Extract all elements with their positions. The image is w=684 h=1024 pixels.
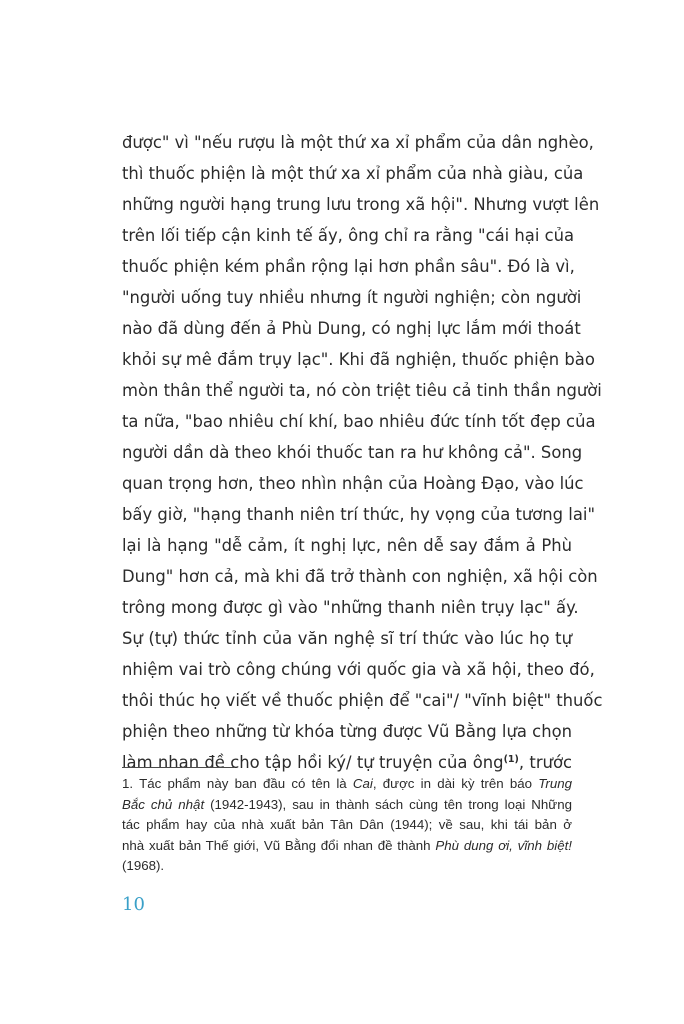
footnote-italic: Bắc chủ nhật [122, 796, 205, 812]
body-text [122, 127, 603, 778]
text-line: mòn thân thể người ta, nó còn triệt tiêu cả tinh thần người [122, 381, 602, 400]
text-line: Dung" hơn cả, mà khi đã trở thành con nghiện, xã hội còn [122, 567, 598, 586]
footnote-italic: Phù dung ơi, vĩnh biệt! [435, 837, 572, 853]
footnote-italic: Trung [538, 776, 572, 791]
footnote-text: (1942-1943), sau in thành sách cùng tên trong loại Những [204, 796, 572, 812]
text-line: bấy giờ, "hạng thanh niên trí thức, hy vọng của tương lai" [122, 505, 595, 524]
text-line: "người uống tuy nhiều nhưng ít người nghiện; còn người [122, 288, 582, 307]
text-line: Sự (tự) thức tỉnh của văn nghệ sĩ trí thức vào lúc họ tự [122, 629, 572, 648]
text-line: thì thuốc phiện là một thứ xa xỉ phẩm của nhà giàu, của [122, 164, 584, 183]
text-line: trên lối tiếp cận kinh tế ấy, ông chỉ ra rằng "cái hại của [122, 226, 575, 245]
page-number: 10 [122, 894, 145, 915]
text-line: quan trọng hơn, theo nhìn nhận của Hoàng Đạo, vào lúc [122, 474, 584, 493]
footnote-text: nhà xuất bản Thế giới, Vũ Bằng đổi nhan đề thành [122, 837, 436, 853]
footnote-line [122, 774, 572, 795]
footnote [122, 774, 572, 877]
footnote-line: (1968). [122, 858, 165, 873]
text-line: lại là hạng "dễ cảm, ít nghị lực, nên dễ say đắm ả Phù [122, 536, 572, 555]
text-line: nào đã dùng đến ả Phù Dung, có nghị lực lắm mới thoát [122, 319, 581, 338]
footnote-line: tác phẩm hay của nhà xuất bản Tân Dân (1944); về sau, khi tái bản ở [122, 817, 572, 832]
footnote-text: , được in dài kỳ trên báo [372, 776, 539, 791]
text-line: thôi thúc họ viết về thuốc phiện để "cai"/ "vĩnh biệt" thuốc [122, 691, 603, 710]
footnote-marker[interactable]: (1) [503, 754, 519, 765]
text-line: người dần dà theo khói thuốc tan ra hư không cả". Song [122, 443, 583, 462]
text-line: trông mong được gì vào "những thanh niên trụy lạc" ấy. [122, 598, 579, 617]
text-line: phiện theo những từ khóa từng được Vũ Bằng lựa chọn [122, 722, 572, 741]
text-line: thuốc phiện kém phần rộng lại hơn phần sâu". Đó là vì, [122, 257, 575, 276]
text-line: khỏi sự mê đắm trụy lạc". Khi đã nghiện, thuốc phiện bào [122, 350, 595, 369]
text-segment: làm nhan đề cho tập hồi ký/ tự truyện của ông [122, 753, 504, 772]
footnote-text: 1. Tác phẩm này ban đầu có tên là [122, 776, 353, 791]
footnote-divider [122, 767, 234, 768]
footnote-line [122, 795, 572, 816]
footnote-line [122, 836, 572, 857]
text-line: ta nữa, "bao nhiêu chí khí, bao nhiêu đức tính tốt đẹp của [122, 412, 596, 431]
text-line: những người hạng trung lưu trong xã hội". Nhưng vượt lên [122, 195, 600, 214]
text-segment: , trước [518, 753, 572, 772]
text-line: được" vì "nếu rượu là một thứ xa xỉ phẩm của dân nghèo, [122, 133, 594, 152]
text-line: nhiệm vai trò công chúng với quốc gia và xã hội, theo đó, [122, 660, 595, 679]
footnote-italic: Cai [352, 776, 373, 791]
